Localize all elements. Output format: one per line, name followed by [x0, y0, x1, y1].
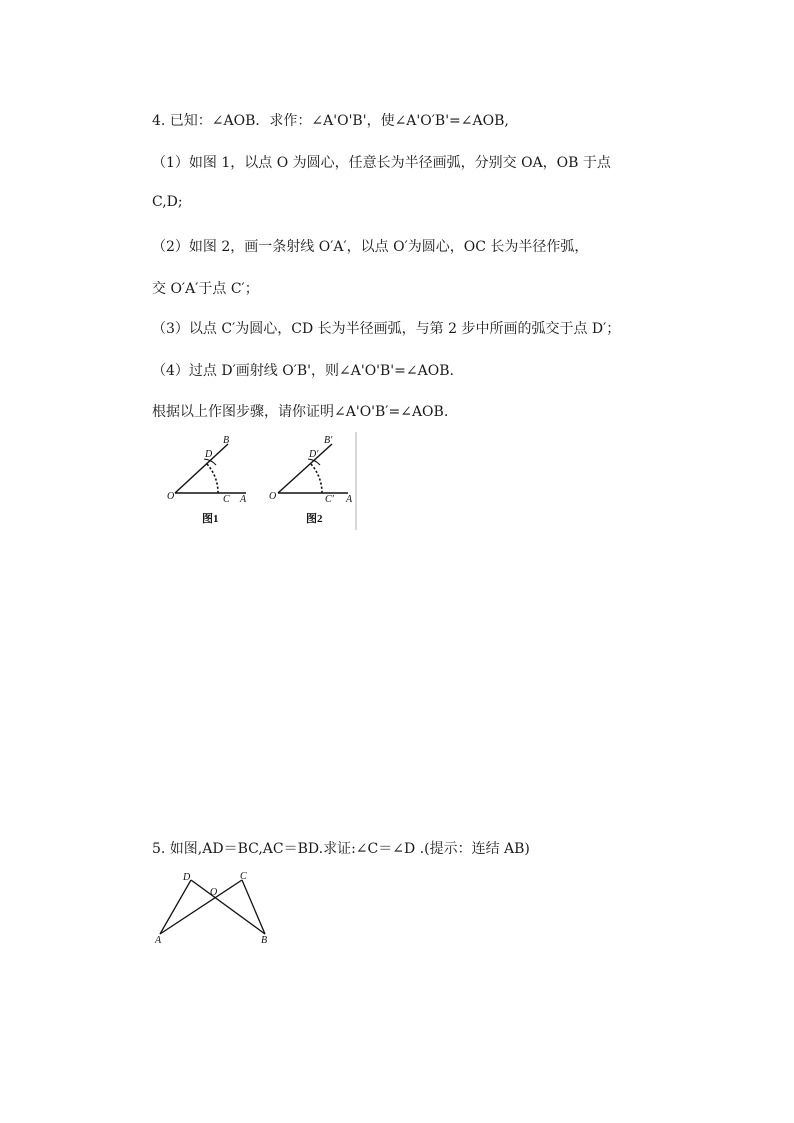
fig2-caption: 图2	[306, 513, 323, 525]
problem4-statement: 4. 已知：∠AOB．求作：∠A'O'B'，使∠A'O′B'=∠AOB,	[152, 113, 509, 129]
fig5-label-b: B	[261, 935, 268, 946]
arc-cd	[207, 464, 218, 493]
fig1-label-a: A	[240, 494, 247, 505]
fig5-label-o: O	[210, 887, 218, 898]
fig2-label-d: D′	[309, 449, 319, 460]
problem4-step1-cont: C,D;	[152, 194, 183, 210]
ray-o-prime-b-prime	[278, 444, 332, 493]
fig5-label-a: A	[155, 935, 162, 946]
problem4-figures	[160, 430, 365, 532]
fig5-label-c: C	[240, 871, 247, 882]
fig2-label-c: C′	[325, 494, 334, 505]
problem4-step2-cont: 交 O′A′于点 C′；	[152, 281, 259, 297]
problem5-figure	[150, 866, 280, 946]
figure-1	[167, 435, 247, 525]
problem5-statement: 5. 如图,AD＝BC,AC＝BD.求证:∠C＝∠D .(提示：连结 AB)	[152, 841, 530, 857]
problem4-step3: （3）以点 C′为圆心，CD 长为半径画弧，与第 2 步中所画的弧交于点 D′；	[152, 321, 621, 337]
ray-ob	[175, 444, 228, 493]
fig1-label-b: B	[223, 435, 230, 446]
segment-ad	[160, 880, 191, 934]
fig1-label-d: D	[205, 449, 213, 460]
fig1-caption: 图1	[202, 513, 219, 525]
fig2-label-b: B′	[324, 435, 333, 446]
problem4-step2: （2）如图 2，画一条射线 O′A′，以点 O′为圆心，OC 长为半径作弧，	[152, 239, 589, 255]
problem4-prove: 根据以上作图步骤，请你证明∠A'O'B′=∠AOB.	[152, 404, 449, 420]
fig5-label-d: D	[183, 872, 191, 883]
fig2-label-a: A	[346, 494, 353, 505]
problem4-step4: （4）过点 D′画射线 O′B'，则∠A'O'B'=∠AOB.	[152, 363, 454, 379]
arc-c-prime-d-prime	[311, 464, 322, 493]
figure-2	[269, 435, 353, 525]
problem4-step1: （1）如图 1，以点 O 为圆心，任意长为半径画弧，分别交 OA，OB 于点	[152, 155, 611, 171]
fig1-label-o: O	[167, 491, 175, 502]
fig2-label-o: O	[269, 491, 277, 502]
fig1-label-c: C	[223, 494, 230, 505]
